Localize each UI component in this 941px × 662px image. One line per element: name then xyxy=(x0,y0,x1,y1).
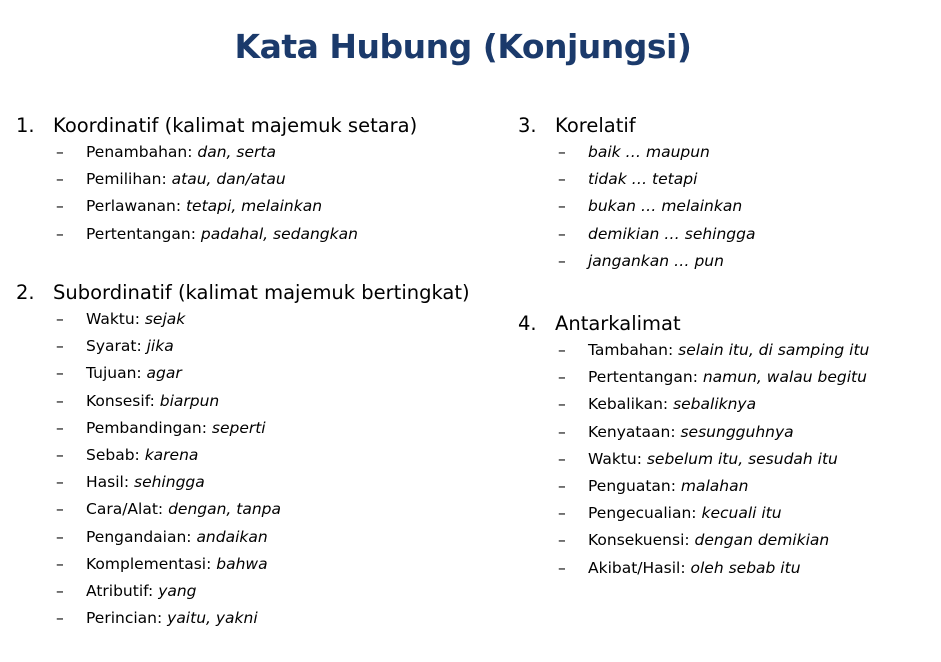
item-example: dan, serta xyxy=(197,143,276,161)
item-example: kecuali itu xyxy=(701,504,782,523)
item-example: jika xyxy=(146,337,174,356)
item-example: sebaliknya xyxy=(673,395,757,414)
item-text xyxy=(86,364,182,382)
item-example: tetapi, melainkan xyxy=(185,197,323,216)
item-label: Hasil: xyxy=(86,473,134,492)
dash-bullet: – xyxy=(558,449,566,468)
dash-bullet: – xyxy=(558,143,566,161)
item-example: andaikan xyxy=(196,527,268,546)
item-example: oleh sebab itu xyxy=(690,558,801,577)
dash-bullet: – xyxy=(56,310,64,328)
dash-bullet: – xyxy=(56,197,64,216)
item-label: Tujuan: xyxy=(86,364,147,383)
item-example: dengan demikian xyxy=(694,531,830,550)
dash-bullet: – xyxy=(56,143,64,161)
item-label: Waktu: xyxy=(588,449,647,468)
item-text xyxy=(588,368,867,386)
dash-bullet: – xyxy=(56,337,64,356)
dash-bullet: – xyxy=(558,395,566,414)
item-text xyxy=(86,582,197,600)
item-example: yang xyxy=(158,581,197,600)
item-text xyxy=(86,337,174,355)
item-example: demikian … sehingga xyxy=(588,224,756,243)
dash-bullet: – xyxy=(56,391,64,410)
item-text xyxy=(86,310,185,328)
item-example: selain itu, di samping itu xyxy=(678,341,870,359)
item-example: dengan, tanpa xyxy=(168,500,282,519)
item-text xyxy=(86,555,268,573)
item-example: biarpun xyxy=(159,391,220,410)
item-label: Sebab: xyxy=(86,445,145,464)
item-label: Pemilihan: xyxy=(86,170,172,189)
item-example: agar xyxy=(146,364,182,383)
item-example: tidak … tetapi xyxy=(588,170,698,189)
section-number: 3. xyxy=(518,114,537,137)
item-text xyxy=(86,197,322,215)
dash-bullet: – xyxy=(558,504,566,523)
dash-bullet: – xyxy=(558,251,566,270)
section-label: Subordinatif (kalimat majemuk bertingkat) xyxy=(53,281,470,304)
item-label: Perincian: xyxy=(86,609,168,628)
section-label: Korelatif xyxy=(555,114,636,137)
dash-bullet: – xyxy=(56,527,64,546)
item-example: yaitu, yakni xyxy=(167,609,258,628)
item-label: Atributif: xyxy=(86,581,159,600)
item-label: Tambahan: xyxy=(588,341,679,359)
item-text xyxy=(588,423,794,441)
item-example: sesungguhnya xyxy=(680,422,794,441)
item-example: baik … maupun xyxy=(588,143,710,161)
item-example: sebelum itu, sesudah itu xyxy=(646,449,838,468)
item-text xyxy=(588,170,697,188)
item-text xyxy=(86,528,268,546)
dash-bullet: – xyxy=(56,224,64,243)
item-label: Cara/Alat: xyxy=(86,500,169,519)
item-example: namun, walau begitu xyxy=(702,368,867,387)
item-example: jangankan … pun xyxy=(588,251,724,270)
item-label: Syarat: xyxy=(86,337,147,356)
item-example: malahan xyxy=(680,476,749,495)
page-title: Kata Hubung (Konjungsi) xyxy=(234,27,692,66)
item-text xyxy=(86,170,286,188)
item-text xyxy=(588,341,869,359)
item-text xyxy=(588,477,748,495)
item-text xyxy=(86,446,198,464)
item-label: Pertentangan: xyxy=(588,368,703,387)
item-text xyxy=(588,197,742,215)
section-label: Antarkalimat xyxy=(555,312,681,335)
dash-bullet: – xyxy=(558,224,566,243)
dash-bullet: – xyxy=(56,445,64,464)
dash-bullet: – xyxy=(56,554,64,573)
dash-bullet: – xyxy=(558,476,566,495)
item-label: Kenyataan: xyxy=(588,422,681,441)
item-text xyxy=(588,504,782,522)
dash-bullet: – xyxy=(558,197,566,216)
section-label: Koordinatif (kalimat majemuk setara) xyxy=(53,114,418,137)
item-text xyxy=(86,225,358,243)
item-label: Perlawanan: xyxy=(86,197,186,216)
dash-bullet: – xyxy=(558,341,566,359)
dash-bullet: – xyxy=(558,422,566,441)
item-label: Penguatan: xyxy=(588,476,681,495)
dash-bullet: – xyxy=(56,500,64,519)
dash-bullet: – xyxy=(558,531,566,550)
item-label: Pengecualian: xyxy=(588,504,702,523)
section-number: 2. xyxy=(16,281,35,304)
item-example: sejak xyxy=(144,310,186,328)
item-example: karena xyxy=(144,445,199,464)
item-label: Komplementasi: xyxy=(86,554,217,573)
item-text xyxy=(588,450,838,468)
item-label: Konsekuensi: xyxy=(588,531,695,550)
item-text xyxy=(86,500,281,518)
item-text xyxy=(86,392,219,410)
item-text xyxy=(588,559,801,577)
section-number: 4. xyxy=(518,312,537,335)
item-example: bukan … melainkan xyxy=(588,197,743,216)
item-label: Pengandaian: xyxy=(86,527,197,546)
dash-bullet: – xyxy=(56,364,64,383)
dash-bullet: – xyxy=(558,558,566,577)
item-text xyxy=(588,395,756,413)
item-text xyxy=(588,252,724,270)
item-text xyxy=(86,609,258,627)
item-text xyxy=(588,531,829,549)
item-label: Kebalikan: xyxy=(588,395,674,414)
section-number: 1. xyxy=(16,114,35,137)
dash-bullet: – xyxy=(56,473,64,492)
item-label: Penambahan: xyxy=(86,143,198,161)
item-label: Akibat/Hasil: xyxy=(588,558,691,577)
item-example: seperti xyxy=(211,418,266,437)
dash-bullet: – xyxy=(56,418,64,437)
item-example: padahal, sedangkan xyxy=(200,224,358,243)
item-label: Konsesif: xyxy=(86,391,160,410)
item-example: sehingga xyxy=(134,473,205,492)
item-text xyxy=(86,419,266,437)
dash-bullet: – xyxy=(558,368,566,387)
item-text xyxy=(588,143,710,161)
dash-bullet: – xyxy=(558,170,566,189)
item-example: bahwa xyxy=(216,554,268,573)
item-example: atau, dan/atau xyxy=(171,170,286,189)
dash-bullet: – xyxy=(56,609,64,628)
item-text xyxy=(588,225,755,243)
item-label: Pembandingan: xyxy=(86,418,212,437)
item-text xyxy=(86,143,276,161)
item-label: Pertentangan: xyxy=(86,224,201,243)
dash-bullet: – xyxy=(56,581,64,600)
item-text xyxy=(86,473,205,491)
item-label: Waktu: xyxy=(86,310,145,328)
dash-bullet: – xyxy=(56,170,64,189)
